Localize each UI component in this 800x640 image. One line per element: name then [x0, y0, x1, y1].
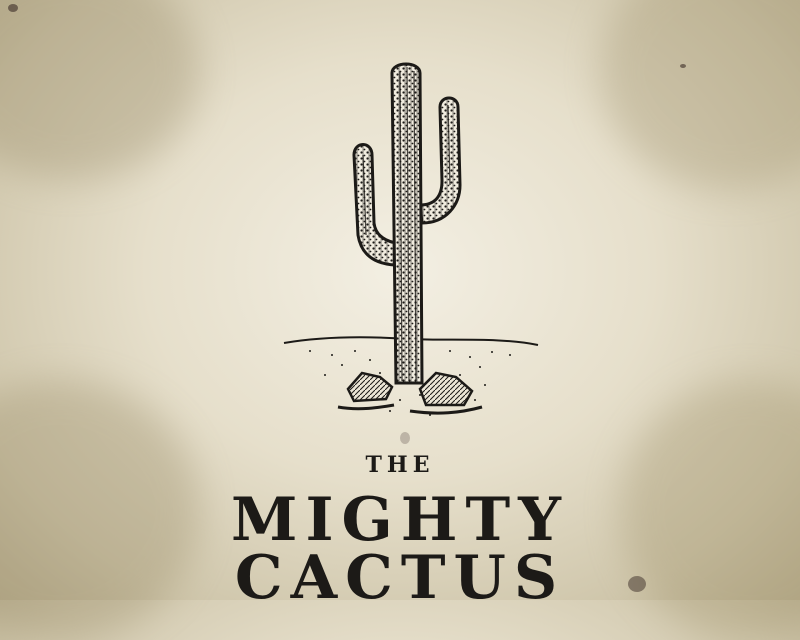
title-the: THE [365, 452, 435, 478]
saguaro-cactus-icon [270, 55, 550, 435]
paper-stain [600, 0, 800, 190]
title-mighty: MIGHTY [231, 485, 569, 555]
title-cactus: CACTUS [234, 543, 566, 613]
ink-speck [8, 4, 18, 12]
ink-speck [680, 64, 686, 68]
paper-stain [0, 0, 200, 180]
